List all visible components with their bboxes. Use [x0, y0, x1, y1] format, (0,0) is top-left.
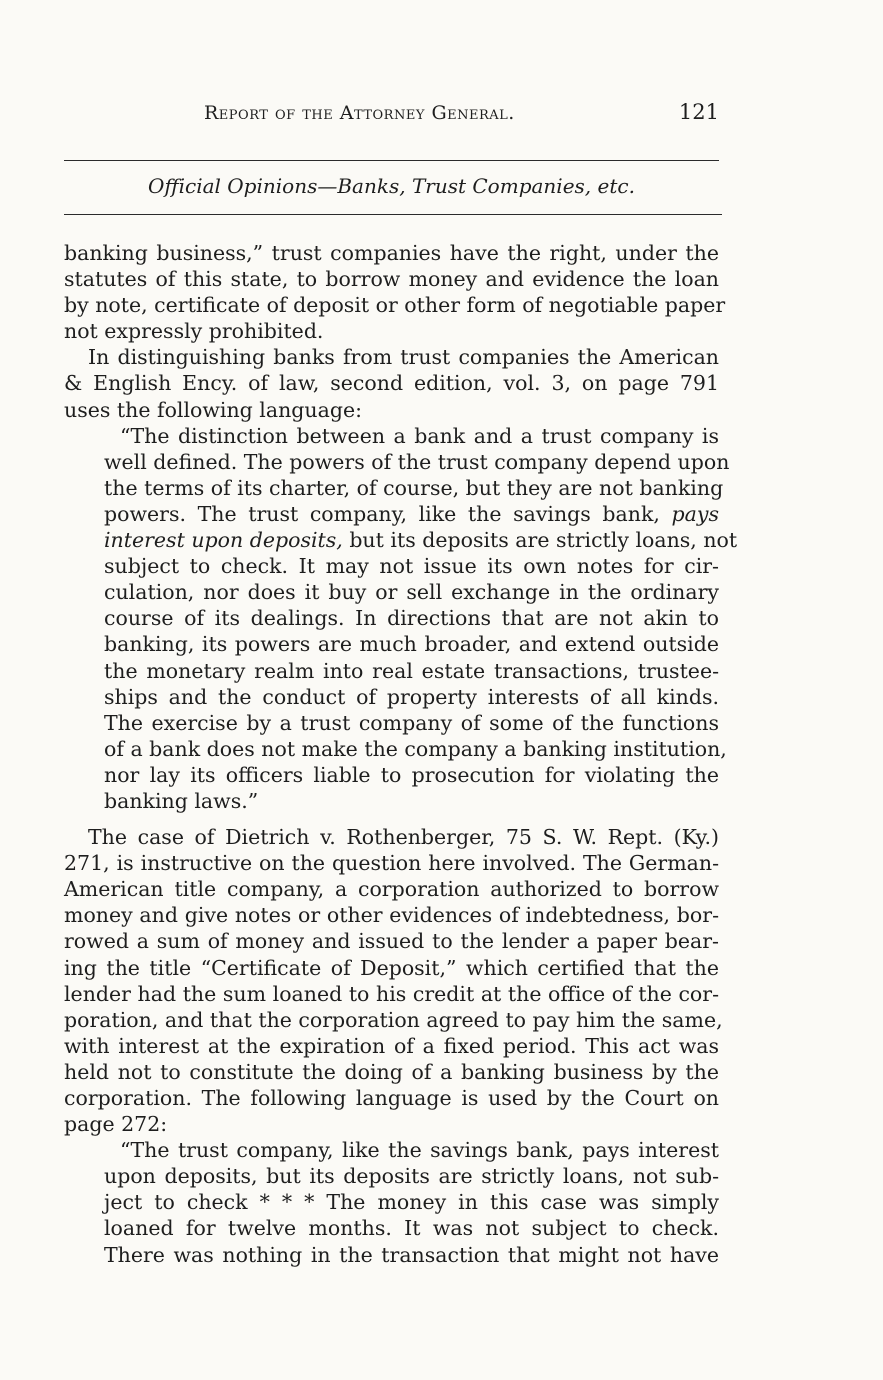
page-header — [64, 98, 719, 134]
text-line: & English Ency. of law, second edition, vol. 3, on page 791 — [64, 371, 719, 396]
text-line: American title company, a corporation authorized to borrow — [64, 877, 719, 902]
text-line: the monetary realm into real estate transactions, trustee- — [104, 658, 719, 683]
header-rule-bottom — [64, 214, 722, 215]
text-line: ships and the conduct of property interests of all kinds. — [104, 684, 719, 709]
text-line: There was nothing in the transaction that might not have — [104, 1242, 719, 1267]
italic-run: pays — [671, 501, 719, 526]
text-line: uses the following language: — [64, 397, 363, 422]
text-line: held not to constitute the doing of a banking business by the — [64, 1059, 719, 1084]
italic-run: interest upon deposits, — [104, 528, 343, 553]
body-text — [64, 240, 738, 1268]
text-line: banking laws.” — [104, 788, 259, 813]
block-quote-court — [64, 1137, 719, 1267]
text-line: The exercise by a trust company of some of the functions — [104, 710, 719, 735]
text-line: by note, certificate of deposit or other form of negotiable paper — [64, 293, 726, 318]
text-line: subject to check. It may not issue its own notes for cir- — [104, 554, 719, 579]
text-line: well defined. The powers of the trust company depend upon — [104, 449, 730, 474]
document-page — [64, 98, 738, 1267]
text-line: the terms of its charter, of course, but they are not banking — [104, 475, 724, 500]
text-line: ject to check * * * The money in this case was simply — [104, 1190, 719, 1215]
text-line — [104, 501, 719, 527]
text-line: course of its dealings. In directions that are not akin to — [104, 606, 719, 631]
text-line: rowed a sum of money and issued to the lender a paper bear- — [64, 929, 719, 954]
text-line: not expressly prohibited. — [64, 319, 324, 344]
text-line: culation, nor does it buy or sell exchange in the ordinary — [104, 580, 719, 605]
text-line: statutes of this state, to borrow money and evidence the loan — [64, 267, 719, 292]
text-line: nor lay its officers liable to prosecution for violating the — [104, 762, 719, 787]
text-run: but its deposits are strictly loans, not — [342, 528, 738, 553]
text-line: banking business,” trust companies have the right, under the — [64, 241, 719, 265]
header-rule-top — [64, 160, 719, 161]
text-run: powers. The trust company, like the savings bank, — [104, 501, 672, 526]
running-head: Report of the Attorney General. — [204, 102, 515, 124]
text-line: banking, its powers are much broader, and extend outside — [104, 632, 719, 657]
text-line: page 272: — [64, 1112, 168, 1137]
text-line: The case of Dietrich v. Rothenberger, 75 S. W. Rept. (Ky.) — [88, 825, 719, 850]
block-quote-encyclopedia — [64, 423, 738, 814]
text-line: upon deposits, but its deposits are strictly loans, not sub- — [104, 1164, 719, 1189]
text-line: money and give notes or other evidences of indebtedness, bor- — [64, 903, 719, 928]
text-line — [104, 527, 738, 553]
paragraph-dietrich-case — [64, 824, 723, 1137]
text-line: poration, and that the corporation agreed to pay him the same, — [64, 1007, 723, 1032]
text-line: 271, is instructive on the question here involved. The German- — [64, 851, 719, 876]
text-line: of a bank does not make the company a banking institution, — [104, 736, 727, 761]
text-line: loaned for twelve months. It was not subject to check. — [104, 1216, 719, 1241]
paragraph-distinguishing — [64, 344, 719, 422]
page-number: 121 — [678, 100, 719, 124]
text-line: lender had the sum loaned to his credit at the office of the cor- — [64, 981, 719, 1006]
text-line: “The trust company, like the savings bank, pays interest — [120, 1138, 719, 1163]
text-line: with interest at the expiration of a fixed period. This act was — [64, 1033, 719, 1058]
text-line: ing the title “Certificate of Deposit,” which certified that the — [64, 955, 719, 980]
section-heading: Official Opinions—Banks, Trust Companies, etc. — [148, 174, 635, 198]
paragraph-continuation — [64, 240, 726, 344]
text-line: In distinguishing banks from trust companies the American — [88, 345, 719, 370]
text-line: “The distinction between a bank and a trust company is — [120, 423, 719, 448]
text-line: corporation. The following language is used by the Court on — [64, 1086, 719, 1110]
